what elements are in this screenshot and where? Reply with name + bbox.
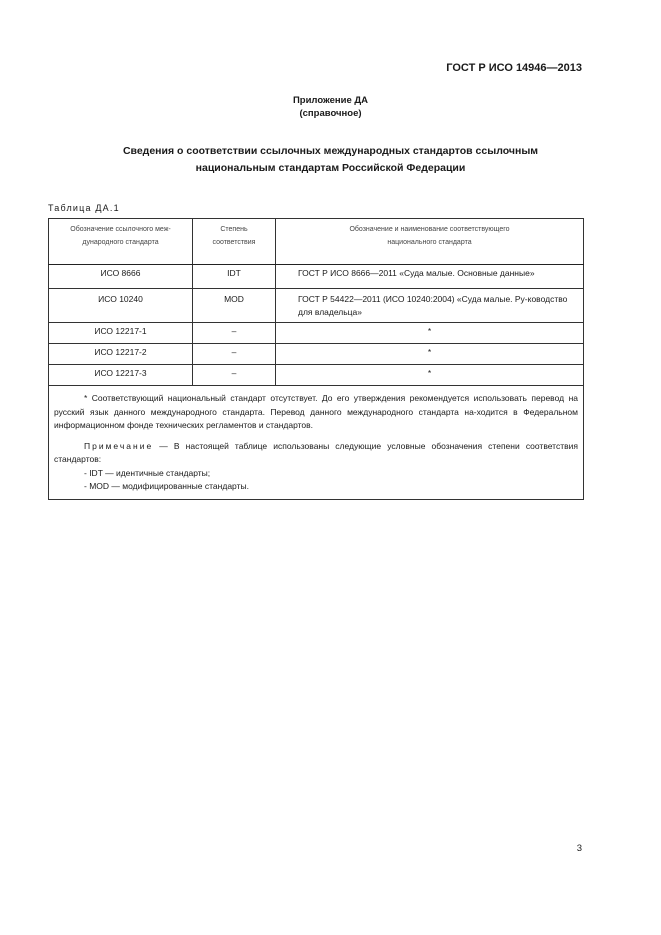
cell-degree: – — [193, 344, 276, 365]
cell-ref: ИСО 10240 — [49, 289, 193, 323]
note-paragraph — [54, 440, 578, 467]
cell-national: * — [276, 323, 584, 344]
annex-title: Приложение ДА — [292, 95, 369, 106]
table-row — [49, 365, 584, 386]
table-footnote-cell — [49, 386, 584, 500]
cell-national: * — [276, 344, 584, 365]
footnote-text: * Соответствующий национальный стандарт отсутствует. До его утверждения рекомендуется использовать перевод на русский язык данного международного стандарта. Перевод данного международного стандарта на-ходится в Федеральном информационном фонде технических регламентов и стандартов. — [54, 393, 578, 430]
correspondence-table — [48, 218, 584, 500]
table-caption: Таблица ДА.1 — [48, 203, 120, 213]
annex-subtitle: (справочное) — [299, 108, 362, 119]
note-label: Примечание — [84, 440, 154, 451]
note-item-mod: - MOD — модифицированные стандарты. — [84, 481, 249, 491]
table-row — [49, 265, 584, 289]
header-national-standard: Обозначение и наименование соответствующего национального стандарта — [276, 219, 584, 265]
cell-ref: ИСО 12217-1 — [49, 323, 193, 344]
document-code: ГОСТ Р ИСО 14946—2013 — [446, 62, 582, 74]
table-row — [49, 344, 584, 365]
cell-degree: – — [193, 365, 276, 386]
annex-heading — [0, 94, 661, 120]
table-row — [49, 323, 584, 344]
table-header-row — [49, 219, 584, 265]
header-ref-standard: Обозначение ссылочного меж-дународного стандарта — [49, 219, 193, 265]
header-degree: Степень соответствия — [193, 219, 276, 265]
cell-national: ГОСТ Р ИСО 8666—2011 «Суда малые. Основные данные» — [276, 265, 584, 289]
cell-degree: MOD — [193, 289, 276, 323]
page-number: 3 — [576, 843, 582, 854]
main-title-line-1: Сведения о соответствии ссылочных международных стандартов ссылочным — [122, 145, 539, 157]
cell-national: ГОСТ Р 54422—2011 (ИСО 10240:2004) «Суда малые. Ру-ководство для владельца» — [276, 289, 584, 323]
note-list — [54, 467, 578, 494]
table-row — [49, 289, 584, 323]
cell-ref: ИСО 8666 — [49, 265, 193, 289]
main-title — [60, 143, 601, 177]
main-title-line-2: национальным стандартам Российской Федерации — [195, 162, 466, 174]
note-text: — В настоящей таблице использованы следующие условные обозначения степени соответствия стандартов: — [54, 440, 578, 464]
note-item-idt: - IDT — идентичные стандарты; — [84, 467, 211, 478]
cell-degree: IDT — [193, 265, 276, 289]
table-footnote-row — [49, 386, 584, 500]
cell-national: * — [276, 365, 584, 386]
cell-ref: ИСО 12217-2 — [49, 344, 193, 365]
cell-degree: – — [193, 323, 276, 344]
cell-ref: ИСО 12217-3 — [49, 365, 193, 386]
